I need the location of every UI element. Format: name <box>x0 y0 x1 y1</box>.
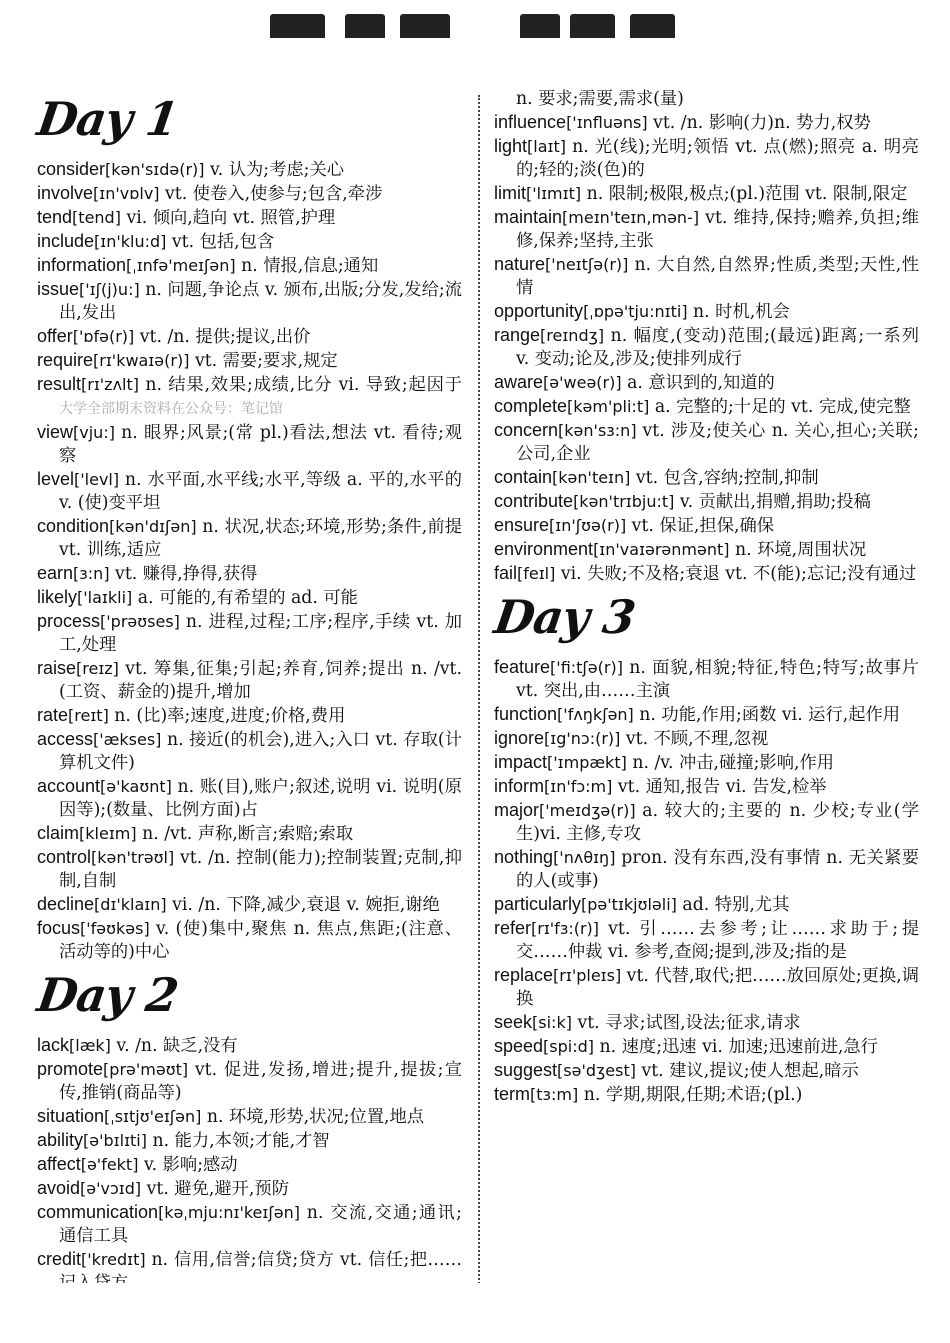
entry-definition: vt. 包含,容纳;控制,抑制 <box>630 468 819 488</box>
entry-phonetic: [ə'vɔɪd] <box>80 1179 142 1198</box>
vocab-entry <box>37 775 462 822</box>
entry-word: contribute <box>494 491 574 511</box>
vocab-entry <box>494 893 919 917</box>
entry-word: promote <box>37 1059 104 1079</box>
entry-definition: n. 情报,信息;通知 <box>235 256 379 276</box>
entry-word: ignore <box>494 728 545 748</box>
entry-phonetic: [vju:] <box>73 423 115 442</box>
vocab-entry <box>494 799 919 846</box>
entry-phonetic: [kəˌmju:nɪ'keɪʃən] <box>158 1203 300 1222</box>
entry-definition: n. 环境,周围状况 <box>729 540 867 560</box>
entry-phonetic: [ɪn'ʃʊə(r)] <box>549 516 627 535</box>
entry-definition: n. 交流,交通;通讯;通信工具 <box>59 1203 462 1246</box>
entry-phonetic: [rɪ'kwaɪə(r)] <box>93 351 190 370</box>
entry-definition: vt. 促进,发扬,增进;提升,提拔;宣传,推销(商品等) <box>59 1060 462 1103</box>
entry-phonetic: [kəm'pli:t] <box>567 397 650 416</box>
entry-phonetic: ['fʌŋkʃən] <box>557 705 634 724</box>
entry-definition: vi. 倾向,趋向 vt. 照管,护理 <box>120 208 336 228</box>
entry-definition: n. 时机,机会 <box>687 302 790 322</box>
entry-definition: vt. 包括,包含 <box>166 232 275 252</box>
entry-phonetic: [læk] <box>69 1036 111 1055</box>
entry-phonetic: [si:k] <box>532 1013 572 1032</box>
entry-word: level <box>37 469 75 489</box>
vocab-entry <box>494 1011 919 1035</box>
entry-word: ability <box>37 1130 84 1150</box>
vocab-entry <box>37 1153 462 1177</box>
entry-word: credit <box>37 1249 82 1269</box>
entry-phonetic: [ə'fekt] <box>80 1155 139 1174</box>
entry-word: focus <box>37 918 81 938</box>
entry-definition: v. 贡献出,捐赠,捐助;投稿 <box>674 492 871 512</box>
entry-definition: vt. 避免,避开,预防 <box>141 1179 289 1199</box>
entry-phonetic: [ɜ:n] <box>73 564 110 583</box>
entry-definition: n. 光(线);光明;领悟 vt. 点(燃);照亮 a. 明亮的;轻的;淡(色)的 <box>516 137 919 180</box>
entry-word: aware <box>494 372 544 392</box>
entry-definition: a. 可能的,有希望的 ad. 可能 <box>132 588 358 608</box>
entry-definition: vt. /n. 提供;提议,出价 <box>134 327 311 347</box>
entry-phonetic: [pə'tɪkjʊləli] <box>581 895 677 914</box>
day-heading: Day 1 <box>34 92 182 146</box>
entry-definition: n. 面貌,相貌;特征,特色;特写;故事片 vt. 突出,由……主演 <box>516 658 919 701</box>
entry-word: include <box>37 231 95 251</box>
entry-phonetic: [ɪn'klu:d] <box>94 232 167 251</box>
entry-phonetic: [ˌɒpə'tju:nɪti] <box>583 302 688 321</box>
entry-word: term <box>494 1084 530 1104</box>
entry-phonetic: ['ækses] <box>93 730 162 749</box>
entry-phonetic: [prə'məʊt] <box>103 1060 189 1079</box>
entry-word: communication <box>37 1202 159 1222</box>
entry-word: likely <box>37 587 78 607</box>
entry-phonetic: ['nʌθɪŋ] <box>553 848 616 867</box>
entry-phonetic: [kən'dɪʃən] <box>109 517 197 536</box>
entry-definition: vt. 通知,报告 vi. 告发,检举 <box>612 777 827 797</box>
entry-definition: vt. 寻求;试图,设法;征求,请求 <box>571 1013 801 1033</box>
entry-word: concern <box>494 420 559 440</box>
vocab-entry <box>37 704 462 728</box>
entry-definition: vt. /n. 影响(力)n. 势力,权势 <box>647 113 871 133</box>
page-header-banner <box>270 0 690 38</box>
vocab-entry <box>37 610 462 657</box>
entry-phonetic: ['levl] <box>74 470 120 489</box>
entry-definition: v. (使)集中,聚焦 n. 焦点,焦距;(注意、活动等的)中心 <box>59 919 462 962</box>
entry-phonetic: ['fi:tʃə(r)] <box>550 658 623 677</box>
entry-phonetic: [rɪ'fɜ:(r)] <box>531 919 600 938</box>
entry-definition: a. 意识到的,知道的 <box>621 373 775 393</box>
entry-phonetic: [kən'sɜ:n] <box>558 421 637 440</box>
vocab-entry <box>494 253 919 300</box>
entry-word: access <box>37 729 94 749</box>
entry-word: light <box>494 136 528 156</box>
entry-word: maintain <box>494 207 563 227</box>
entry-definition: vt. 保证,担保,确保 <box>626 516 775 536</box>
entry-word: lack <box>37 1035 70 1055</box>
vocab-entry <box>494 1059 919 1083</box>
entry-definition: vt. 维持,保持;赡养,负担;维修,保养;坚持,主张 <box>516 208 919 251</box>
entry-word: range <box>494 325 541 345</box>
entry-definition: vt. 使卷入,使参与;包含,牵涉 <box>159 184 383 204</box>
vocab-entry <box>37 1105 462 1129</box>
entry-phonetic: ['fəʊkəs] <box>80 919 150 938</box>
vocab-entry <box>494 111 919 135</box>
entry-phonetic: [ɪn'vaɪərənmənt] <box>593 540 730 559</box>
entry-word: control <box>37 847 92 867</box>
vocab-entry <box>37 468 462 515</box>
vocab-entry <box>37 728 462 775</box>
vocab-entry <box>37 1201 462 1248</box>
entry-phonetic: ['neɪtʃə(r)] <box>545 255 629 274</box>
entry-word: seek <box>494 1012 533 1032</box>
vocab-entry <box>494 324 919 371</box>
vocab-entry <box>494 182 919 206</box>
entry-definition: vt. 涉及;使关心 n. 关心,担心;关联;公司,企业 <box>516 421 919 464</box>
vocab-entry <box>37 893 462 917</box>
entry-definition: v. 认为;考虑;关心 <box>204 160 345 180</box>
entry-word: require <box>37 350 94 370</box>
day-heading: Day 3 <box>491 590 639 644</box>
entry-word: affect <box>37 1154 81 1174</box>
entry-definition: n. (比)率;速度,进度;价格,费用 <box>108 706 346 726</box>
entry-definition: n. 水平面,水平线;水平,等级 a. 平的,水平的 v. (使)变平坦 <box>59 470 462 513</box>
vocab-entry <box>494 703 919 727</box>
entry-phonetic: [ɪn'vɒlv] <box>93 184 160 203</box>
vocab-entry <box>37 1058 462 1105</box>
entry-phonetic: [ɪn'fɔ:m] <box>544 777 613 796</box>
entry-word: contain <box>494 467 553 487</box>
entry-definition: vt. 建议,提议;使人想起,暗示 <box>635 1061 859 1081</box>
entry-phonetic: [rɪ'pleɪs] <box>553 966 622 985</box>
entry-definition: n. 环境,形势,状况;位置,地点 <box>201 1107 425 1127</box>
entry-word: situation <box>37 1106 105 1126</box>
entry-word: speed <box>494 1036 544 1056</box>
vocab-entry <box>37 917 462 964</box>
vocab-entry <box>494 300 919 324</box>
entry-phonetic: [ɪg'nɔ:(r)] <box>544 729 621 748</box>
entry-word: claim <box>37 823 80 843</box>
entry-phonetic: [dɪ'klaɪn] <box>94 895 167 914</box>
entry-word: involve <box>37 183 94 203</box>
vocab-entry <box>494 206 919 253</box>
entry-word: environment <box>494 539 594 559</box>
entry-phonetic: [ˌsɪtjʊ'eɪʃən] <box>104 1107 202 1126</box>
entry-definition: n. /v. 冲击,碰撞;影响,作用 <box>626 753 835 773</box>
entry-phonetic: ['ɒfə(r)] <box>72 327 135 346</box>
entry-phonetic: ['meɪdʒə(r)] <box>539 801 636 820</box>
entry-definition: n. 结果,效果;成绩,比分 vi. 导致;起因于 <box>139 375 462 395</box>
entry-phonetic: [tɜ:m] <box>530 1085 579 1104</box>
vocab-entry <box>37 230 462 254</box>
entry-definition: a. 完整的;十足的 vt. 完成,使完整 <box>649 397 911 417</box>
vocab-entry <box>37 657 462 704</box>
day-heading: Day 2 <box>34 968 182 1022</box>
vocab-entry <box>37 1129 462 1153</box>
entry-phonetic: ['ɪʃ(j)u:] <box>79 280 140 299</box>
entry-definition: n. 信用,信誉;信贷;贷方 vt. 信任;把…… <box>151 1250 462 1270</box>
vocab-column-left <box>34 88 462 1295</box>
entry-word: rate <box>37 705 69 725</box>
vocab-entry <box>37 421 462 468</box>
vocab-entry <box>494 490 919 514</box>
entry-definition: n. 问题,争论点 v. 颁布,出版;分发,发给;流出,发出 <box>59 280 462 323</box>
entry-word: process <box>37 611 101 631</box>
entry-definition: vi. 失败;不及格;衰退 vt. 不(能);忘记;没有通过 <box>555 564 917 584</box>
entry-definition: pron. 没有东西,没有事情 n. 无关紧要的人(或事) <box>516 848 919 891</box>
entry-definition: v. 影响;感动 <box>138 1155 238 1175</box>
entry-word: function <box>494 704 558 724</box>
entry-word: nothing <box>494 847 554 867</box>
entry-word: inform <box>494 776 545 796</box>
entry-phonetic: [kən'trɪbju:t] <box>573 492 675 511</box>
entry-definition: n. 账(目),账户;叙述,说明 vi. 说明(原因等);(数量、比例方面)占 <box>59 777 462 820</box>
entry-definition: n. 进程,过程;工序;程序,手续 vt. 加工,处理 <box>59 612 462 655</box>
entry-definition: n. 功能,作用;函数 vi. 运行,起作用 <box>633 705 901 725</box>
entry-continuation: n. 要求;需要,需求(量) <box>516 89 684 109</box>
entry-word: offer <box>37 326 73 346</box>
vocab-entry <box>37 1034 462 1058</box>
entry-phonetic: [sə'dʒest] <box>557 1061 636 1080</box>
page-bottom-cutoff <box>0 1283 950 1343</box>
vocab-entry <box>494 419 919 466</box>
entry-phonetic: [feɪl] <box>517 564 556 583</box>
entry-phonetic: ['ɪmpækt] <box>547 753 627 772</box>
vocab-entry <box>494 846 919 893</box>
entry-phonetic: [ˌɪnfə'meɪʃən] <box>126 256 236 275</box>
vocab-entry <box>37 349 462 373</box>
vocab-entry <box>37 822 462 846</box>
entry-phonetic: [spi:d] <box>543 1037 595 1056</box>
entry-word: impact <box>494 752 548 772</box>
entry-word: issue <box>37 279 80 299</box>
entry-definition: n. 能力,本领;才能,才智 <box>146 1131 330 1151</box>
entry-phonetic: ['ɪnfluəns] <box>566 113 648 132</box>
entry-definition: n. 幅度,(变动)范围;(最远)距离;一系列 v. 变动;论及,涉及;使排列成行 <box>516 326 919 369</box>
vocab-entry <box>494 395 919 419</box>
entry-word: replace <box>494 965 554 985</box>
entry-word: raise <box>37 658 77 678</box>
vocab-entry <box>37 373 462 421</box>
entry-phonetic: [kleɪm] <box>79 824 137 843</box>
entry-word: condition <box>37 516 110 536</box>
entry-phonetic: [meɪn'teɪn,mən-] <box>562 208 700 227</box>
entry-definition: vi. /n. 下降,减少,衰退 v. 婉拒,谢绝 <box>166 895 440 915</box>
entry-definition: vt. /n. 控制(能力);控制装置;克制,抑制,自制 <box>59 848 462 891</box>
entry-phonetic: ['laɪkli] <box>77 588 133 607</box>
entry-phonetic: [kən'trəʊl] <box>91 848 175 867</box>
entry-word: decline <box>37 894 95 914</box>
entry-word: particularly <box>494 894 582 914</box>
entry-definition: a. 较大的;主要的 n. 少校;专业(学生)vi. 主修,专攻 <box>516 801 919 844</box>
vocab-entry <box>37 206 462 230</box>
entry-word: earn <box>37 563 74 583</box>
vocab-entry <box>494 514 919 538</box>
vocab-entry <box>494 964 919 1011</box>
column-divider <box>478 95 480 1295</box>
entry-word: opportunity <box>494 301 584 321</box>
entry-definition: v. /n. 缺乏,没有 <box>110 1036 238 1056</box>
entry-definition: vt. 赚得,挣得,获得 <box>109 564 258 584</box>
entry-word: refer <box>494 918 532 938</box>
entry-word: nature <box>494 254 546 274</box>
entry-word: fail <box>494 563 518 583</box>
vocab-entry <box>37 1177 462 1201</box>
vocab-entry <box>494 135 919 182</box>
entry-phonetic: ['prəʊses] <box>100 612 180 631</box>
entry-definition: n. /vt. 声称,断言;索赔;索取 <box>136 824 354 844</box>
vocab-entry <box>494 775 919 799</box>
entry-word: suggest <box>494 1060 558 1080</box>
entry-definition: n. 状况,状态;环境,形势;条件,前提 vt. 训练,适应 <box>59 517 462 560</box>
entry-word: limit <box>494 183 526 203</box>
vocab-entry <box>37 254 462 278</box>
entry-definition: ad. 特别,尤其 <box>676 895 790 915</box>
entry-phonetic: ['kredɪt] <box>81 1250 146 1269</box>
entry-word: information <box>37 255 127 275</box>
vocab-entry <box>494 562 919 586</box>
entry-word: major <box>494 800 540 820</box>
entry-word: consider <box>37 159 106 179</box>
vocab-entry <box>494 1083 919 1107</box>
entry-phonetic: [kən'teɪn] <box>552 468 631 487</box>
entry-phonetic: [reɪt] <box>68 706 109 725</box>
vocab-entry <box>494 538 919 562</box>
entry-definition: vt. 需要;要求,规定 <box>189 351 338 371</box>
entry-definition: n. 速度;迅速 vi. 加速;迅速前进,急行 <box>594 1037 878 1057</box>
entry-word: feature <box>494 657 551 677</box>
entry-phonetic: [ə'weə(r)] <box>543 373 622 392</box>
vocab-entry <box>37 515 462 562</box>
entry-definition: n. 学期,期限,任期;术语;(pl.) <box>578 1085 803 1105</box>
entry-phonetic: [ə'bɪlɪti] <box>83 1131 147 1150</box>
vocab-entry <box>494 656 919 703</box>
vocab-entry <box>37 325 462 349</box>
entry-phonetic: [kən'sɪdə(r)] <box>105 160 205 179</box>
entry-phonetic: [reɪndʒ] <box>540 326 605 345</box>
entry-word: view <box>37 422 74 442</box>
vocab-entry <box>494 466 919 490</box>
entry-word: influence <box>494 112 567 132</box>
entry-definition: n. 大自然,自然界;性质,类型;天性,性情 <box>516 255 919 298</box>
entry-word: complete <box>494 396 568 416</box>
entry-phonetic: [laɪt] <box>527 137 566 156</box>
entry-definition: vt. 不顾,不理,忽视 <box>620 729 769 749</box>
vocab-entry <box>37 586 462 610</box>
vocab-entry <box>494 751 919 775</box>
vocab-entry <box>37 562 462 586</box>
vocab-entry <box>494 917 919 964</box>
vocab-entry <box>37 158 462 182</box>
vocab-entry <box>494 727 919 751</box>
watermark-text: 大学全部期末资料在公众号：笔记馆 <box>59 401 283 417</box>
vocab-entry <box>494 371 919 395</box>
vocab-entry <box>37 278 462 325</box>
entry-definition: n. 限制;极限,极点;(pl.)范围 vt. 限制,限定 <box>581 184 908 204</box>
vocab-entry <box>494 1035 919 1059</box>
entry-word: avoid <box>37 1178 81 1198</box>
vocab-entry <box>37 182 462 206</box>
entry-phonetic: [ə'kaʊnt] <box>100 777 172 796</box>
entry-word: tend <box>37 207 73 227</box>
entry-definition: n. 眼界;风景;(常 pl.)看法,想法 vt. 看待;观察 <box>59 423 462 466</box>
entry-phonetic: [tend] <box>72 208 121 227</box>
entry-phonetic: [reɪz] <box>76 659 119 678</box>
entry-phonetic: ['lɪmɪt] <box>526 184 582 203</box>
entry-definition: vt. 筹集,征集;引起;养育,饲养;提出 n. /vt. (工资、薪金的)提升,增加 <box>59 659 462 702</box>
entry-phonetic: [rɪ'zʌlt] <box>81 375 140 394</box>
entry-definition: n. 接近(的机会),进入;入口 vt. 存取(计算机文件) <box>59 730 462 773</box>
entry-definition: vt. 代替,取代;把……放回原处;更换,调换 <box>516 966 919 1009</box>
entry-definition: vt. 引……去参考;让……求助于;提交……仲裁 vi. 参考,查阅;提到,涉及;指的是 <box>516 919 919 962</box>
vocab-column-right <box>491 88 919 1107</box>
vocab-entry <box>37 846 462 893</box>
entry-word: ensure <box>494 515 550 535</box>
entry-word: result <box>37 374 82 394</box>
entry-word: account <box>37 776 101 796</box>
